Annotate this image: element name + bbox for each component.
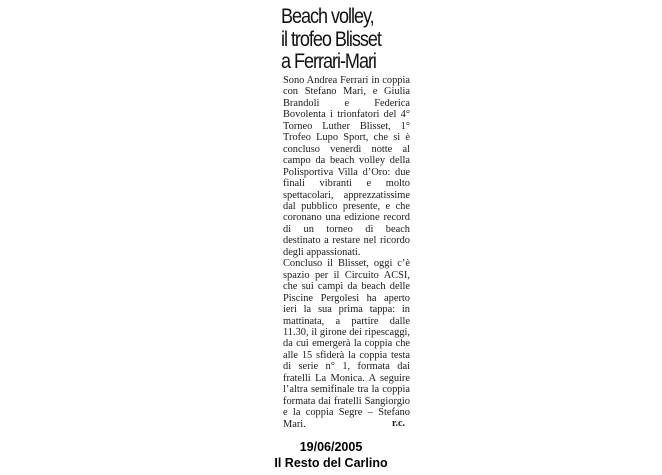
article-paragraph-2: Concluso il Blisset, oggi c’è spazio per il Circuito ACSI, che sui campi da beach delle Piscine Pergolesi ha aperto ieri la sua prima tappa: in mattinata, a partire dalle 11.30, il girone dei ripescaggi, da cui emergerà la coppia che alle 15 sfiderà la coppia testa di serie n° 1, formata dai fratelli La Monica. A seguire l’altra semifinale tra la coppia formata dai fratelli Sangiorgio e la coppia Segre – Stefano Mari. <box>283 258 410 430</box>
article-headline <box>281 6 415 74</box>
newspaper-clipping <box>281 6 437 74</box>
headline-line-3: a Ferrari-Mari <box>281 50 376 73</box>
publication-name: Il Resto del Carlino <box>274 456 388 470</box>
headline-line-1: Beach volley, <box>281 5 374 28</box>
publication-date: 19/06/2005 <box>299 440 363 454</box>
article-signature: r.c. <box>392 418 405 429</box>
clipping-footer <box>256 439 406 471</box>
article-body <box>283 75 410 430</box>
article-paragraph-1: Sono Andrea Ferrari in coppia con Stefano Mari, e Giulia Brandoli e Federica Bovolenta i trionfatori del 4° Torneo Luther Blisset, 1° Trofeo Lupo Sport, che si è concluso venerdì notte al campo da beach volley della Polisportiva Villa d’Oro: due finali vibranti e molto spettacolari, apprezzatissime dal pubblico presente, e che coronano una edizione record di un torneo di beach destinato a restare nel ricordo degli appassionati. <box>283 75 410 258</box>
headline-line-2: il trofeo Blisset <box>281 27 381 51</box>
